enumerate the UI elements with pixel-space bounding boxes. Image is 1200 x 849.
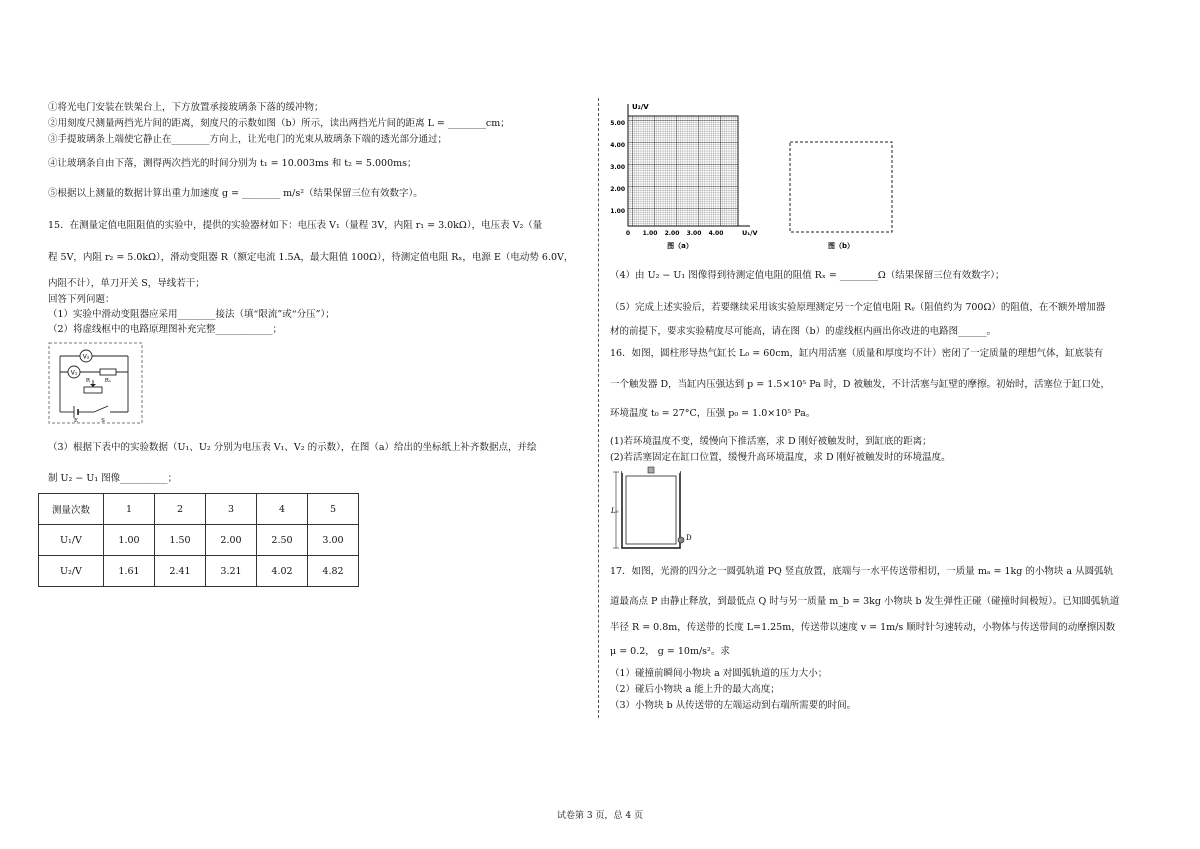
cylinder-label-d: D [686,534,692,542]
table-cell: 3.00 [308,525,359,556]
table-cell: 1.61 [104,556,155,587]
q17-line-3: 半径 R = 0.8m，传送带的长度 L=1.25m，传送带以速度 v = 1m/s 顺时针匀速转动，小物体与传送带间的动摩擦因数 [610,622,1116,633]
step-4: ④让玻璃条自由下落，测得两次挡光的时间分别为 t₁ = 10.003ms 和 t₂ = 5.000ms； [48,158,417,169]
ytick: 3.00 [610,164,625,171]
graph-xlabel: U₁/V [742,229,758,237]
table-cell: U₂/V [39,556,104,587]
q15-part-3-line-1: （3）根据下表中的实验数据（U₁、U₂ 分别为电压表 V₁、V₂ 的示数），在图（a）给出的坐标纸上补齐数据点，并绘 [48,442,537,453]
table-cell: 3 [206,494,257,525]
circuit-label-s: S [101,418,105,424]
step-5: ⑤根据以上测量的数据计算出重力加速度 g = ________ m/s²（结果保留三位有效数字）。 [48,188,423,199]
table-row [39,525,359,556]
table-cell: 4.82 [308,556,359,587]
circuit-label-v2: V₂ [82,353,90,361]
q17-part-2: （2）碰后小物块 a 能上升的最大高度； [610,684,780,695]
blank-circuit-box [790,142,892,232]
cylinder-label-l0: L₀ [611,507,619,515]
table-cell: 4 [257,494,308,525]
circuit-label-e: E [73,418,79,424]
graph-ylabel: U₂/V [632,103,649,111]
xtick: 0 [625,230,631,237]
page-footer: 试卷第 3 页，总 4 页 [557,811,643,821]
ytick: 2.00 [610,186,625,193]
q16-line-1: 16．如图，圆柱形导热气缸长 L₀ = 60cm，缸内用活塞（质量和厚度均不计）密闭了一定质量的理想气体，缸底装有 [610,348,1104,359]
table-cell: 1.00 [104,525,155,556]
xtick: 2.00 [664,230,680,237]
table-cell: 1.50 [155,525,206,556]
circuit-label-rx: Rₓ [104,378,112,384]
q16-line-3: 环境温度 t₀ = 27°C，压强 p₀ = 1.0×10⁵ Pa。 [610,408,816,419]
table-cell: 测量次数 [39,494,104,525]
step-2: ②用刻度尺测量两挡光片间的距离，刻度尺的示数如图（b）所示，读出两挡光片间的距离 L = ________cm； [48,118,510,129]
caption-a: 图（a） [667,242,693,250]
q15-part-1: （1）实验中滑动变阻器应采用________接法（填“限流”或“分压”）； [48,309,335,320]
q17-part-1: （1）碰撞前瞬间小物块 a 对圆弧轨道的压力大小； [610,668,828,679]
q16-part-1: (1)若环境温度不变，缓慢向下推活塞，求 D 刚好被触发时，到缸底的距离； [610,436,932,447]
q17-line-1: 17．如图，光滑的四分之一圆弧轨道 PQ 竖直放置，底端与一水平传送带相切，一质量 mₐ = 1kg 的小物块 a 从圆弧轨 [610,566,1114,577]
q16-line-2: 一个触发器 D，当缸内压强达到 p = 1.5×10⁵ Pa 时，D 被触发，不计活塞与缸壁的摩擦。初始时，活塞位于缸口处， [610,379,1111,390]
circuit-diagram [48,342,143,424]
q15-line-3: 内阻不计），单刀开关 S，导线若干； [48,278,205,289]
xtick: 4.00 [708,230,724,237]
q15-part-4: （4）由 U₂ − U₁ 图像得到待测定值电阻的阻值 Rₓ = ________Ω（结果保留三位有效数字）； [610,270,1005,281]
step-3: ③手提玻璃条上端使它静止在________方向上，让光电门的光束从玻璃条下端的透光部分通过； [48,134,448,145]
table-header-row [39,494,359,525]
q15-line-2: 程 5V，内阻 r₂ = 5.0kΩ），滑动变阻器 R（额定电流 1.5A，最大阻值 100Ω），待测定值电阻 Rₓ，电源 E（电动势 6.0V， [48,252,574,263]
xtick: 3.00 [686,230,702,237]
table-cell: 4.02 [257,556,308,587]
table-cell: 5 [308,494,359,525]
q16-part-2: (2)若活塞固定在缸口位置，缓慢升高环境温度，求 D 刚好被触发时的环境温度。 [610,452,951,463]
circuit-label-v1: V₁ [70,369,78,377]
step-1: ①将光电门安装在铁架台上，下方放置承接玻璃条下落的缓冲物； [48,102,324,113]
table-row [39,556,359,587]
table-cell: 3.21 [206,556,257,587]
q17-part-3: （3）小物块 b 从传送带的左端运动到右端所需要的时间。 [610,700,857,711]
ytick: 5.00 [610,120,625,127]
caption-b: 图（b） [827,242,855,250]
ytick: 1.00 [610,208,625,215]
data-table [38,493,359,587]
table-cell: 2 [155,494,206,525]
ytick: 4.00 [610,142,625,149]
q15-part-2: （2）将虚线框中的电路原理图补充完整____________； [48,324,283,335]
table-cell: 2.50 [257,525,308,556]
table-cell: U₁/V [39,525,104,556]
q15-part-5-line-1: （5）完成上述实验后，若要继续采用该实验原理测定另一个定值电阻 Rᵧ（阻值约为 700Ω）的阻值，在不额外增加器 [610,302,1106,313]
q15-part-5-line-2: 材的前提下，要求实验精度尽可能高，请在图（b）的虚线框内画出你改进的电路图______。 [610,326,997,337]
q15-line-1: 15．在测量定值电阻阻值的实验中，提供的实验器材如下：电压表 V₁（量程 3V，内阻 r₁ = 3.0kΩ），电压表 V₂（量 [48,220,543,231]
xtick: 1.00 [642,230,658,237]
cylinder-figure [610,466,700,556]
graph-figure [610,98,930,258]
q15-answer-prompt: 回答下列问题： [48,294,115,305]
table-cell: 2.00 [206,525,257,556]
q15-part-3-line-2: 制 U₂ − U₁ 图像__________； [48,473,178,484]
table-cell: 1 [104,494,155,525]
q17-line-4: μ = 0.2， g = 10m/s²。求 [610,646,730,657]
circuit-label-r: R [85,378,91,384]
table-cell: 2.41 [155,556,206,587]
column-divider [598,98,599,718]
q17-line-2: 道最高点 P 由静止释放，到最低点 Q 时与另一质量 m_b = 3kg 小物块 b 发生弹性正碰（碰撞时间极短）。已知圆弧轨道 [610,596,1120,607]
